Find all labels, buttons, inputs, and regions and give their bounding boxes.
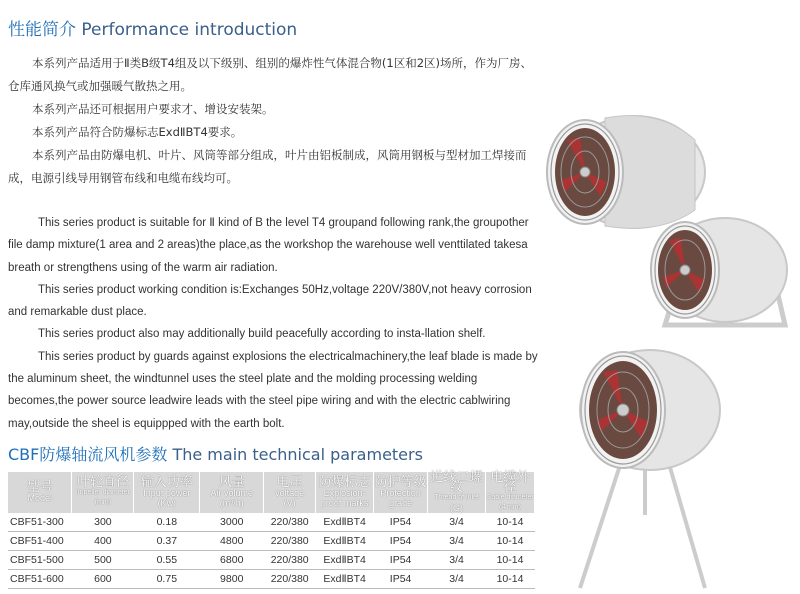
intro-title-cn: 性能简介: [8, 20, 76, 40]
cell-diameter: 300: [72, 513, 134, 532]
fan-images: [545, 110, 795, 594]
cell-diameter: 500: [72, 551, 134, 570]
cn-paragraph: 本系列产品符合防爆标志ExdⅡBT4要求。: [32, 125, 243, 139]
fan-image-tripod: [580, 350, 720, 588]
header-cell: 防爆标志 Explosion- proof marks: [316, 472, 374, 513]
cell-ex-mark: ExdⅡBT4: [316, 513, 374, 532]
header-cell: 输入功率 Input power (Kw): [134, 472, 200, 513]
cell-protection: IP54: [374, 513, 428, 532]
cell-diameter: 400: [72, 532, 134, 551]
cn-paragraph: 本系列产品适用于Ⅱ类B级T4组及以下级别、组别的爆炸性气体混合物(1区和2区)场所，作为厂房、仓库通风换气或加强暖气散热之用。: [8, 56, 532, 93]
table-header-row: [8, 472, 535, 513]
cell-air-volume: 9800: [200, 570, 264, 589]
cell-power: 0.55: [134, 551, 200, 570]
cell-thread: 3/4: [428, 532, 486, 551]
cell-thread: 3/4: [428, 570, 486, 589]
fan-image-wall-mount: [547, 116, 705, 229]
table-row: [8, 551, 535, 570]
cell-protection: IP54: [374, 570, 428, 589]
params-title: [8, 442, 423, 465]
cell-voltage: 220/380: [264, 532, 316, 551]
fan-image-base-stand: [651, 218, 787, 325]
cell-power: 0.18: [134, 513, 200, 532]
cell-voltage: 220/380: [264, 551, 316, 570]
cell-cable: 10-14: [486, 551, 535, 570]
en-paragraph: This series product by guards against explosions the electricalmachinery,the leaf blade is made by the aluminum sheet, the windtunnel uses the steel plate and the molding processing welding becomes,the power source leadwire leads with the steel pipe wiring and with the electric cablwiring may,outside the sheel is equippped with the earth bolt.: [8, 350, 538, 430]
header-cell: 风量 Air volume (m³/h): [200, 472, 264, 513]
cell-model: CBF51-400: [8, 532, 72, 551]
cell-model: CBF51-300: [8, 513, 72, 532]
cell-thread: 3/4: [428, 513, 486, 532]
cn-paragraph: 本系列产品由防爆电机、叶片、风筒等部分组成，叶片由铝板制成，风筒用钢板与型材加工焊接而成，电源引线导用钢管布线和电缆布线均可。: [8, 148, 527, 185]
cn-intro: [8, 52, 538, 190]
cell-protection: IP54: [374, 532, 428, 551]
cell-ex-mark: ExdⅡBT4: [316, 570, 374, 589]
header-cell: 叶轮直径 Impeller diameter (mm): [72, 472, 134, 513]
intro-title-en: Performance introduction: [81, 20, 298, 40]
en-paragraph: This series product is suitable for Ⅱ kind of B the level T4 groupand following rank,the groupother file damp mixture(1 area and 2 areas)the place,as the workshop the warehouse well venttilated takesa breath or strengthens using of the warm air radiation.: [8, 217, 529, 274]
cn-paragraph: 本系列产品还可根据用户要求才、增设安装架。: [32, 102, 274, 116]
cell-model: CBF51-500: [8, 551, 72, 570]
cell-voltage: 220/380: [264, 570, 316, 589]
cell-ex-mark: ExdⅡBT4: [316, 551, 374, 570]
cell-cable: 10-14: [486, 532, 535, 551]
table-row: [8, 570, 535, 589]
cell-air-volume: 4800: [200, 532, 264, 551]
en-paragraph: This series product working condition is:Exchanges 50Hz,voltage 220V/380V,not heavy corrosion and remarkable dust place.: [8, 283, 532, 319]
header-cell: 进线口螺纹 Thread of inlet (G): [428, 472, 486, 513]
cell-cable: 10-14: [486, 513, 535, 532]
en-intro: [8, 212, 540, 435]
header-cell: 电压 voltage (V): [264, 472, 316, 513]
params-title-en: The main technical parameters: [172, 445, 423, 464]
cell-air-volume: 3000: [200, 513, 264, 532]
cell-model: CBF51-600: [8, 570, 72, 589]
spec-table: [8, 469, 535, 589]
cell-power: 0.37: [134, 532, 200, 551]
cell-thread: 3/4: [428, 551, 486, 570]
cell-cable: 10-14: [486, 570, 535, 589]
cell-voltage: 220/380: [264, 513, 316, 532]
header-cell: 型号 Model: [8, 472, 72, 513]
table-row: [8, 532, 535, 551]
intro-title: [8, 15, 297, 40]
cell-diameter: 600: [72, 570, 134, 589]
header-cell: 电缆外径 Cable diameter (Φmm): [486, 469, 534, 511]
header-cell: 防护等级 Protection grade: [374, 472, 428, 513]
cell-protection: IP54: [374, 551, 428, 570]
table-row: [8, 513, 535, 532]
cell-air-volume: 6800: [200, 551, 264, 570]
cell-power: 0.75: [134, 570, 200, 589]
cell-ex-mark: ExdⅡBT4: [316, 532, 374, 551]
en-paragraph: This series product also may additionally build peacefully according to insta-llation shelf.: [38, 328, 486, 341]
params-title-cn: CBF防爆轴流风机参数: [8, 445, 168, 464]
